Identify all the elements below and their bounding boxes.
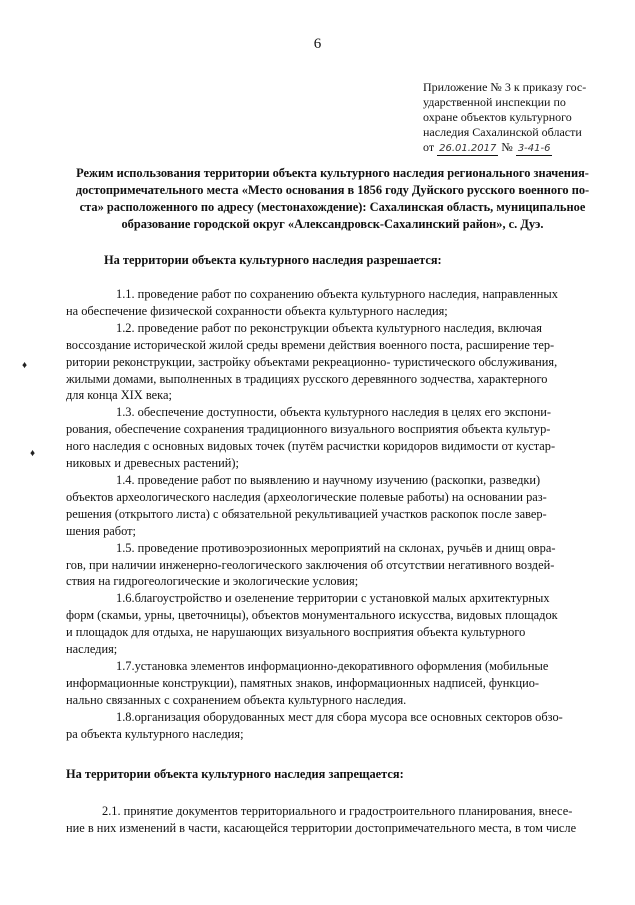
paragraph-line: шения работ; — [66, 523, 136, 538]
appendix-line: Приложение № 3 к приказу гос- — [423, 80, 587, 94]
paragraph-line: нально связанных с сохранением объекта культурного наследия. — [66, 692, 407, 707]
paragraph-line: 1.3. обеспечение доступности, объекта культурного наследия в целях его экспони- — [116, 405, 551, 420]
paragraph-line: гов, при наличии инженерно-геологического заключения об отсутствии негативного воздей- — [66, 557, 555, 572]
paragraph-line: объектов археологического наследия (археологические полевые работы) на основании раз- — [66, 489, 547, 504]
list-item — [66, 709, 606, 743]
list-item — [66, 803, 606, 837]
paragraph-line: 1.6.благоустройство и озеленение территории с установкой малых архитектурных — [116, 591, 550, 606]
forbidden-heading: На территории объекта культурного наследия запрещается: — [66, 767, 404, 781]
paragraph-line: 1.1. проведение работ по сохранению объекта культурного наследия, направленных — [116, 287, 558, 301]
paragraph-line: рования, обеспечение сохранения традиционного визуального восприятия объекта культур- — [66, 422, 551, 437]
title-line: ста» расположенного по адресу (местонахождение): Сахалинская область, муниципальное — [79, 200, 586, 214]
handwritten-number: 3-41-6 — [517, 143, 551, 154]
margin-mark-icon: ♦ — [30, 448, 36, 459]
title-line: образование городской округ «Александровск-Сахалинский район», с. Дуэ. — [121, 217, 544, 231]
list-item — [66, 320, 606, 405]
paragraph-line: наследия; — [66, 642, 118, 657]
page-number: 6 — [313, 36, 322, 52]
list-item — [66, 540, 606, 591]
paragraph-line: ние в них изменений в части, касающейся территории достопримечательного места, в том числе — [66, 821, 577, 835]
paragraph-line: жилыми домами, выполненных в традициях русского деревянного зодчества, характерного — [66, 371, 548, 386]
allowed-list — [66, 286, 606, 742]
list-item — [66, 658, 606, 709]
appendix-line: ударственной инспекции по — [423, 95, 566, 109]
list-item — [66, 404, 606, 472]
paragraph-line: 1.4. проведение работ по выявлению и научному изучению (раскопки, разведки) — [116, 472, 541, 487]
list-item — [66, 590, 606, 658]
paragraph-line: ствия на гидрогеологические и экологические условия; — [66, 574, 359, 589]
number-prefix: № — [501, 140, 513, 154]
document-title — [60, 165, 605, 233]
paragraph-line: форм (скамьи, урны, цветочницы), объектов монументального искусства, видовых площадок — [66, 608, 558, 623]
paragraph-line: воссоздание исторической жилой среды времени действия военного поста, расширение тер- — [66, 337, 555, 352]
allowed-heading: На территории объекта культурного наследия разрешается: — [104, 253, 442, 267]
title-line: достопримечательного места «Место основания в 1856 году Дуйского русского военного по- — [75, 183, 590, 197]
appendix-line: наследия Сахалинской области — [423, 125, 582, 139]
list-item — [66, 472, 606, 540]
title-line: Режим использования территории объекта культурного наследия регионального значения- — [76, 166, 589, 180]
paragraph-line: решения (открытого листа) с обязательной рекультивацией участков раскопок после завер- — [66, 506, 547, 521]
paragraph-line: на обеспечение физической сохранности объекта культурного наследия; — [66, 303, 448, 318]
paragraph-line: 1.5. проведение противоэрозионных мероприятий на склонах, ручьёв и днищ овра- — [116, 540, 556, 555]
list-item — [66, 286, 606, 320]
paragraph-line: ра объекта культурного наследия; — [66, 726, 244, 741]
paragraph-line: 1.8.организация оборудованных мест для сбора мусора все основных секторов обзо- — [116, 709, 563, 724]
forbidden-list — [66, 803, 606, 837]
paragraph-line: 1.7.установка элементов информационно-декоративного оформления (мобильные — [116, 658, 549, 673]
paragraph-line: 1.2. проведение работ по реконструкции объекта культурного наследия, включая — [116, 320, 542, 335]
paragraph-line: никовых и древесных растений); — [66, 456, 239, 471]
appendix-line: охране объектов культурного — [423, 110, 572, 124]
appendix-date-line — [423, 140, 608, 156]
paragraph-line: для конца XIX века; — [66, 388, 172, 403]
margin-mark-icon: ♦ — [22, 360, 28, 371]
paragraph-line: ритории реконструкции, застройку объектами рекреационно- туристического обслуживания, — [66, 354, 558, 369]
paragraph-line: информационные конструкции), памятных знаков, информационных надписей, функцио- — [66, 675, 540, 690]
paragraph-line: и площадок для отдыха, не нарушающих визуального восприятия объекта культурного — [66, 625, 526, 640]
paragraph-line: ного наследия с основных видовых точек (путём расчистки коридоров видимости от кустар- — [66, 439, 556, 454]
paragraph-line: 2.1. принятие документов территориального и градостроительного планирования, внесе- — [102, 804, 573, 818]
date-prefix: от — [423, 140, 435, 154]
appendix-note — [423, 80, 608, 156]
handwritten-date: 26.01.2017 — [439, 143, 497, 154]
